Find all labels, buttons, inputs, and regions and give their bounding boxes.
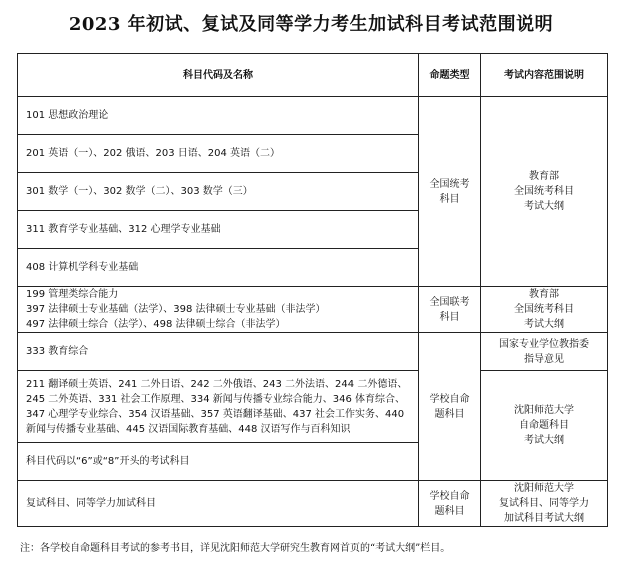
header-scope: 考试内容范围说明	[481, 54, 608, 97]
subject-cell: 408 计算机学科专业基础	[18, 249, 419, 287]
subject-cell: 311 教育学专业基础、312 心理学专业基础	[18, 211, 419, 249]
table-row	[18, 481, 608, 527]
table-row	[18, 287, 608, 333]
scope-cell-moe-joint: 教育部 全国统考科目 考试大纲	[481, 287, 608, 333]
type-cell-school-2: 学校自命 题科目	[419, 481, 481, 527]
page-title: 2023 年初试、复试及同等学力考生加试科目考试范围说明	[68, 14, 554, 35]
table-header-row	[18, 54, 608, 97]
table-row	[18, 371, 608, 443]
scope-cell-school-syllabus: 沈阳师范大学 自命题科目 考试大纲	[481, 371, 608, 481]
scope-cell-retest: 沈阳师范大学 复试科目、同等学力 加试科目考试大纲	[481, 481, 608, 527]
type-cell-school-1: 学校自命 题科目	[419, 333, 481, 481]
subject-cell: 科目代码以“6”或“8”开头的考试科目	[18, 443, 419, 481]
subject-cell: 211 翻译硕士英语、241 二外日语、242 二外俄语、243 二外法语、244 二外德语、 245 二外英语、331 社会工作原理、334 新闻与传播专业综合能力、346 体育综合、 347 心理学专业综合、354 汉语基础、357 英语翻译基础、437 社会工作实务、440 新闻与传播专业基础、445 汉语国际教育基础、448 汉语写作与百科知识	[18, 371, 419, 443]
subject-cell: 101 思想政治理论	[18, 97, 419, 135]
header-subject: 科目代码及名称	[18, 54, 419, 97]
subject-cell: 199 管理类综合能力 397 法律硕士专业基础（法学）、398 法律硕士专业基础（非法学） 497 法律硕士综合（法学）、498 法律硕士综合（非法学）	[18, 287, 419, 333]
header-type: 命题类型	[419, 54, 481, 97]
scope-cell-moe: 教育部 全国统考科目 考试大纲	[481, 97, 608, 287]
subject-cell: 301 数学（一）、302 数学（二）、303 数学（三）	[18, 173, 419, 211]
footnote: 注：各学校自命题科目考试的参考书目，详见沈阳师范大学研究生教育网首页的“考试大纲”栏目。	[20, 543, 451, 554]
scope-table	[17, 53, 608, 527]
scope-cell-guidance: 国家专业学位教指委 指导意见	[481, 333, 608, 371]
table-row	[18, 333, 608, 371]
type-cell-national-unified: 全国统考 科目	[419, 97, 481, 287]
subject-cell: 复试科目、同等学力加试科目	[18, 481, 419, 527]
type-cell-national-joint: 全国联考 科目	[419, 287, 481, 333]
subject-cell: 201 英语（一）、202 俄语、203 日语、204 英语（二）	[18, 135, 419, 173]
subject-cell: 333 教育综合	[18, 333, 419, 371]
table-row	[18, 97, 608, 135]
